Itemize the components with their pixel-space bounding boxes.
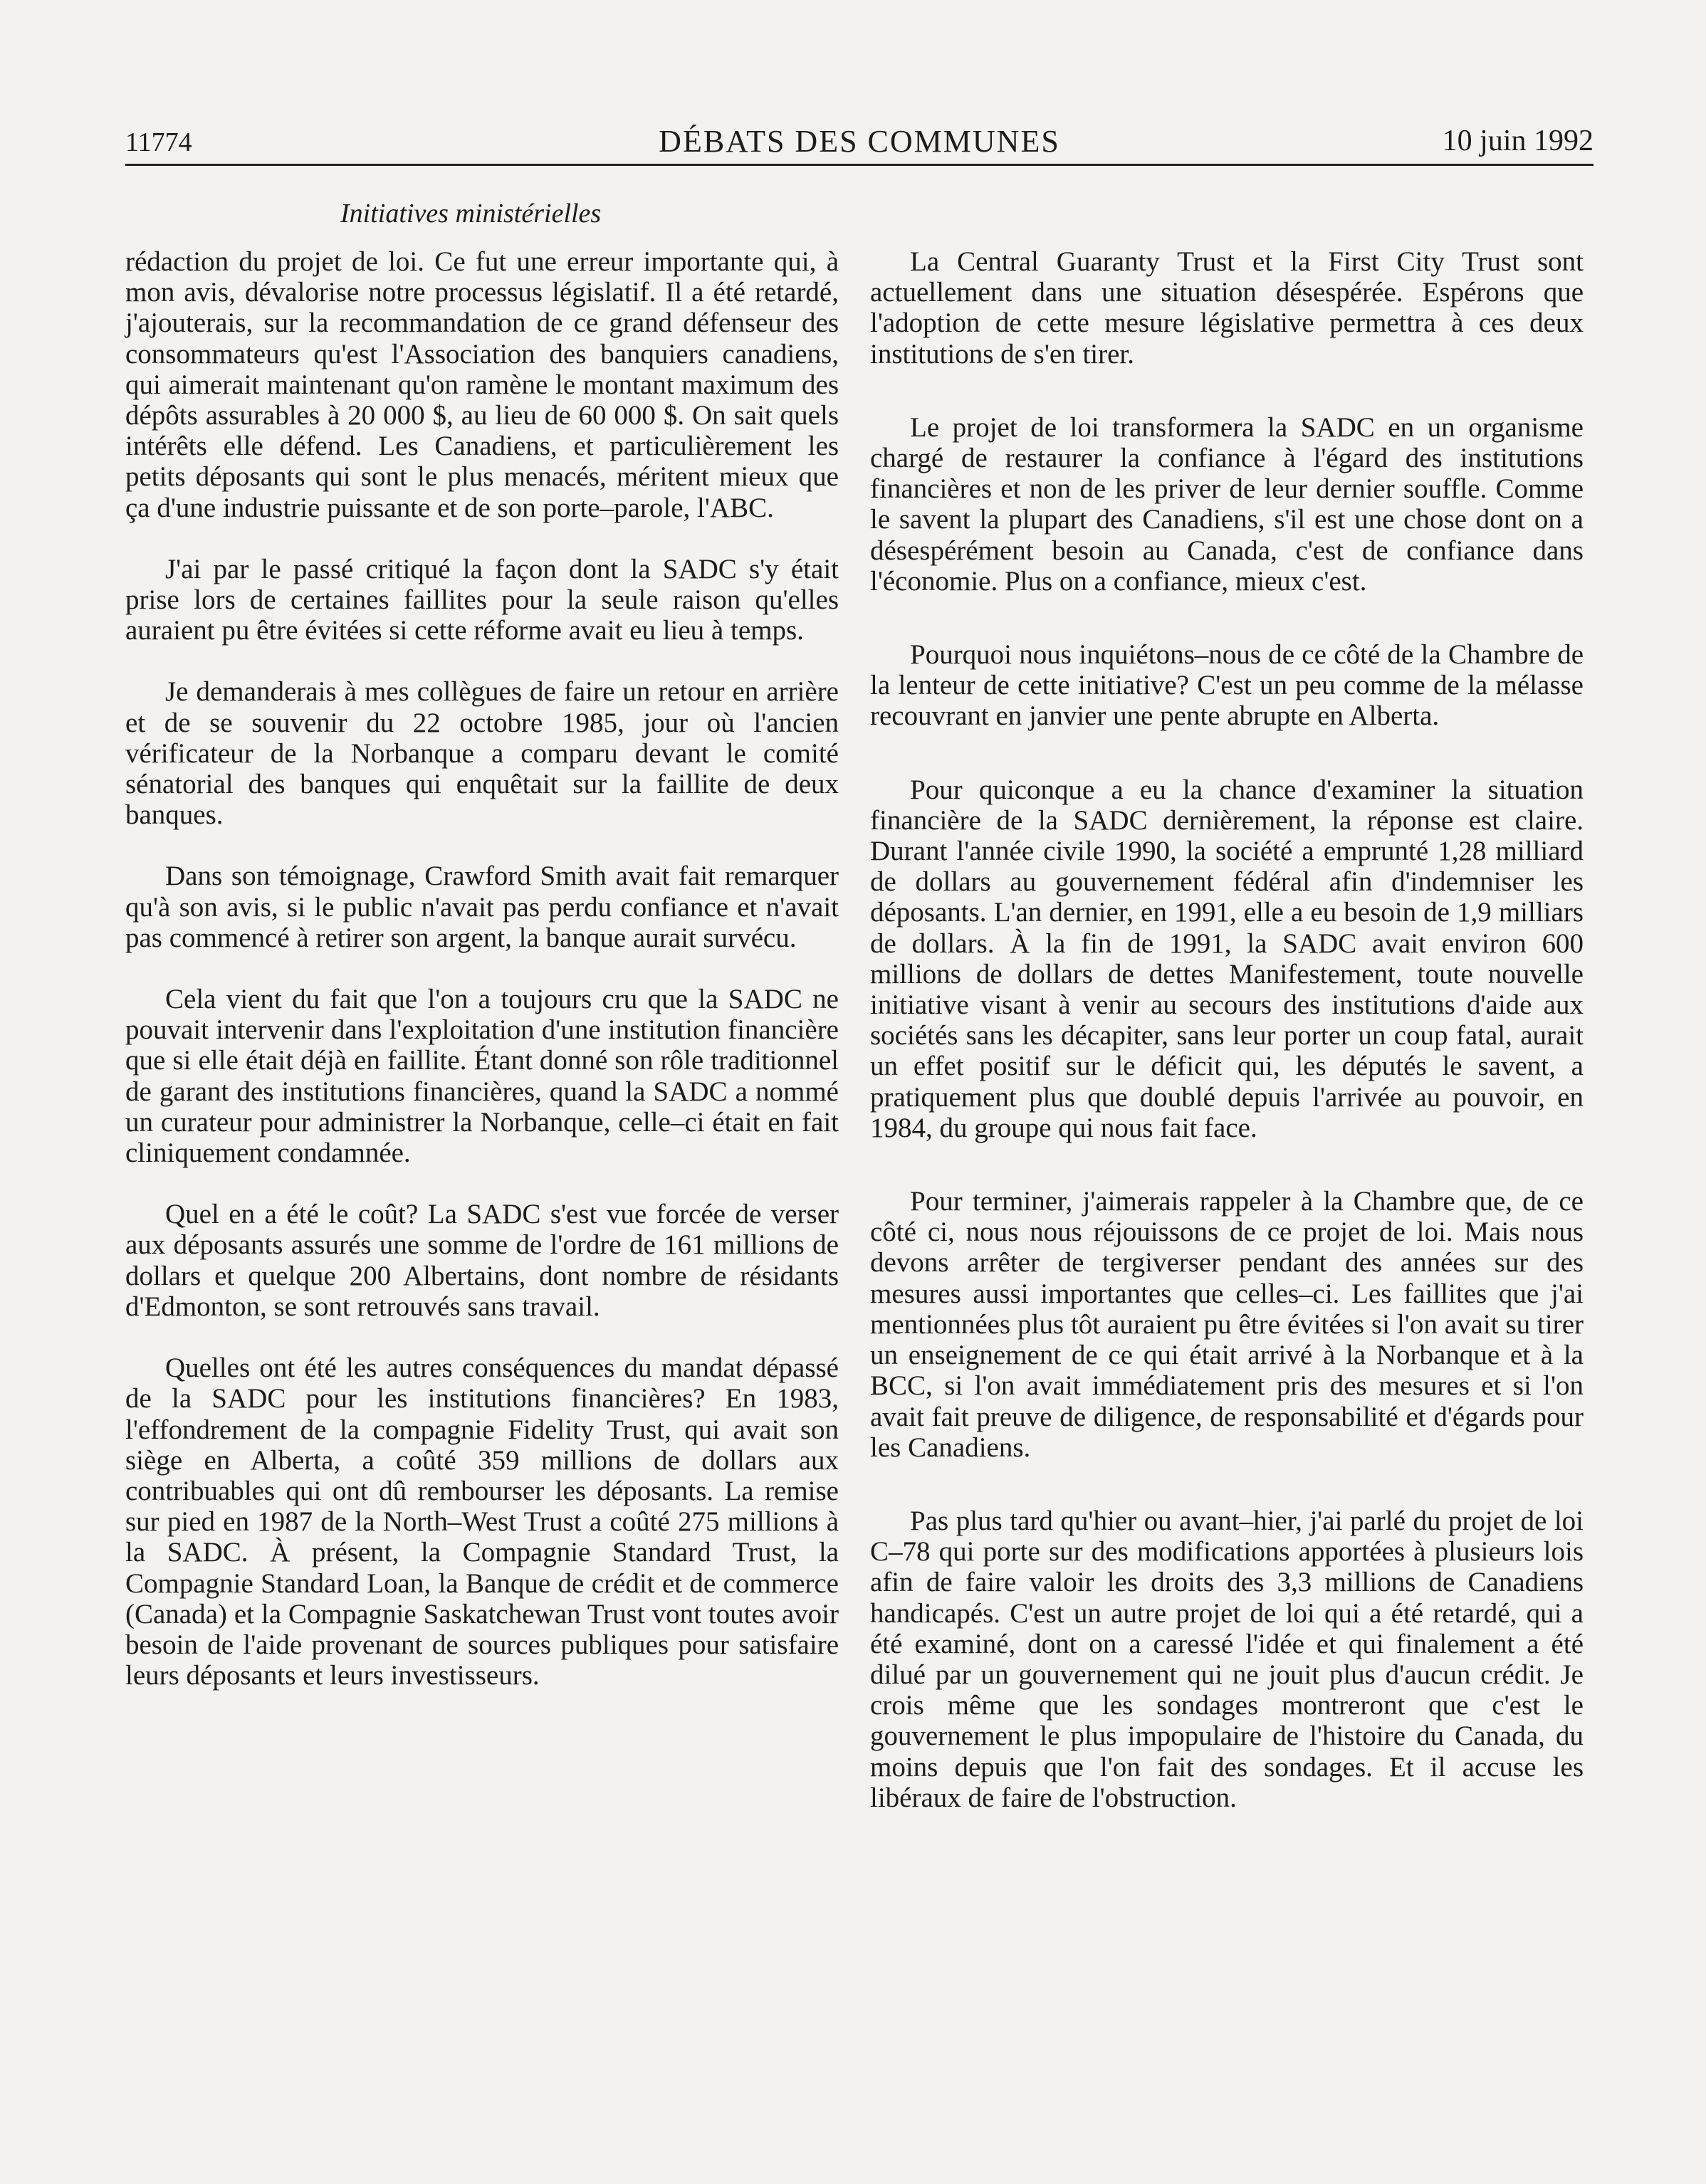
section-title: Initiatives ministérielles [340,199,602,229]
publication-date: 10 juin 1992 [1442,125,1594,157]
paragraph: Pour quiconque a eu la chance d'examiner la situation financière de la SADC dernièrement, la réponse est claire. Durant l'année civile 1990, la société a emprunté 1,28 milliard de dollars au gouvernement fédéral afin d'indemniser les déposants. L'an dernier, en 1991, elle a eu besoin de 1,9 milliars de dollars. À la fin de 1991, la SADC avait environ 600 millions de dollars de dettes Manifestement, toute nouvelle initiative visant à venir au secours des institutions d'aide aux sociétés sans les décapiter, sans leur porter un coup fatal, aurait un effet positif sur le déficit qui, les députés le savent, a pratiquement plus que doublé depuis l'arrivée au pouvoir, en 1984, du groupe qui nous fait face. [870,774,1584,1143]
left-column [125,246,839,1691]
page-number: 11774 [125,127,192,157]
paragraph: Pourquoi nous inquiétons–nous de ce côté de la Chambre de la lenteur de cette initiative? C'est un peu comme de la mélasse recouvrant en janvier une pente abrupte en Alberta. [870,639,1584,732]
page-header [125,120,1594,166]
paragraph: rédaction du projet de loi. Ce fut une erreur importante qui, à mon avis, dévalorise notre processus législatif. Il a été retardé, j'ajouterais, sur la recommandation de ce grand défenseur des consommateurs qu'est l'Association des banquiers canadiens, qui aimerait maintenant qu'on ramène le montant maximum des dépôts assurables à 20 000 $, au lieu de 60 000 $. On sait quels intérêts elle défend. Les Canadiens, et particulièrement les petits déposants qui sont le plus menacés, méritent mieux que ça d'une industrie puissante et de son porte–parole, l'ABC. [125,246,839,523]
paragraph: Pour terminer, j'aimerais rappeler à la Chambre que, de ce côté ci, nous nous réjouissons de ce projet de loi. Mais nous devons arrêter de tergiverser pendant des années sur des mesures aussi importantes que celles–ci. Les faillites que j'ai mentionnées plus tôt auraient pu être évitées si l'on avait su tirer un enseignement de ce qui était arrivé à la Norbanque et à la BCC, si l'on avait immédiatement pris des mesures et si l'on avait fait preuve de diligence, de responsabilité et d'égards pour les Canadiens. [870,1186,1584,1463]
paragraph: Quelles ont été les autres conséquences du mandat dépassé de la SADC pour les institutions financières? En 1983, l'effondrement de la compagnie Fidelity Trust, qui avait son siège en Alberta, a coûté 359 millions de dollars aux contribuables qui ont dû rembourser les déposants. La remise sur pied en 1987 de la North–West Trust a coûté 275 millions à la SADC. À présent, la Compagnie Standard Trust, la Compagnie Standard Loan, la Banque de crédit et de commerce (Canada) et la Compagnie Saskatchewan Trust vont toutes avoir besoin de l'aide provenant de sources publiques pour satisfaire leurs déposants et leurs investisseurs. [125,1353,839,1691]
paragraph: Pas plus tard qu'hier ou avant–hier, j'ai parlé du projet de loi C–78 qui porte sur des modifications apportées à plusieurs lois afin de faire valoir les droits des 3,3 millions de Canadiens handicapés. C'est un autre projet de loi qui a été retardé, qui a été examiné, dont on a caressé l'idée et qui finalement a été dilué par un gouvernement qui ne jouit plus d'aucun crédit. Je crois même que les sondages montreront que c'est le gouvernement le plus impopulaire de l'histoire du Canada, du moins depuis que l'on fait des sondages. Et il accuse les libéraux de faire de l'obstruction. [870,1505,1584,1813]
paragraph: Je demanderais à mes collègues de faire un retour en arrière et de se souvenir du 22 octobre 1985, jour où l'ancien vérificateur de la Norbanque a comparu devant le comité sénatorial des banques qui enquêtait sur la faillite de deux banques. [125,676,839,831]
right-column [870,246,1584,1813]
paragraph: La Central Guaranty Trust et la First City Trust sont actuellement dans une situation désespérée. Espérons que l'adoption de cette mesure législative permettra à ces deux institutions de s'en tirer. [870,246,1584,369]
paragraph: Quel en a été le coût? La SADC s'est vue forcée de verser aux déposants assurés une somme de l'ordre de 161 millions de dollars et quelque 200 Albertains, dont nombre de résidants d'Edmonton, se sont retrouvés sans travail. [125,1199,839,1322]
publication-title: DÉBATS DES COMMUNES [659,124,1060,159]
paragraph: Dans son témoignage, Crawford Smith avait fait remarquer qu'à son avis, si le public n'avait pas perdu confiance et n'avait pas commencé à retirer son argent, la banque aurait survécu. [125,861,839,953]
paragraph: Le projet de loi transformera la SADC en un organisme chargé de restaurer la confiance à l'égard des institutions financières et non de les priver de leur dernier souffle. Comme le savent la plupart des Canadiens, s'il est une chose dont on a désespérément besoin au Canada, c'est de confiance dans l'économie. Plus on a confiance, mieux c'est. [870,411,1584,597]
paragraph: Cela vient du fait que l'on a toujours cru que la SADC ne pouvait intervenir dans l'exploitation d'une institution financière que si elle était déjà en faillite. Étant donné son rôle traditionnel de garant des institutions financières, quand la SADC a nommé un curateur pour administrer la Norbanque, celle–ci était en fait cliniquement condamnée. [125,984,839,1169]
paragraph: J'ai par le passé critiqué la façon dont la SADC s'y était prise lors de certaines faillites pour la seule raison qu'elles auraient pu être évitées si cette réforme avait eu lieu à temps. [125,553,839,646]
